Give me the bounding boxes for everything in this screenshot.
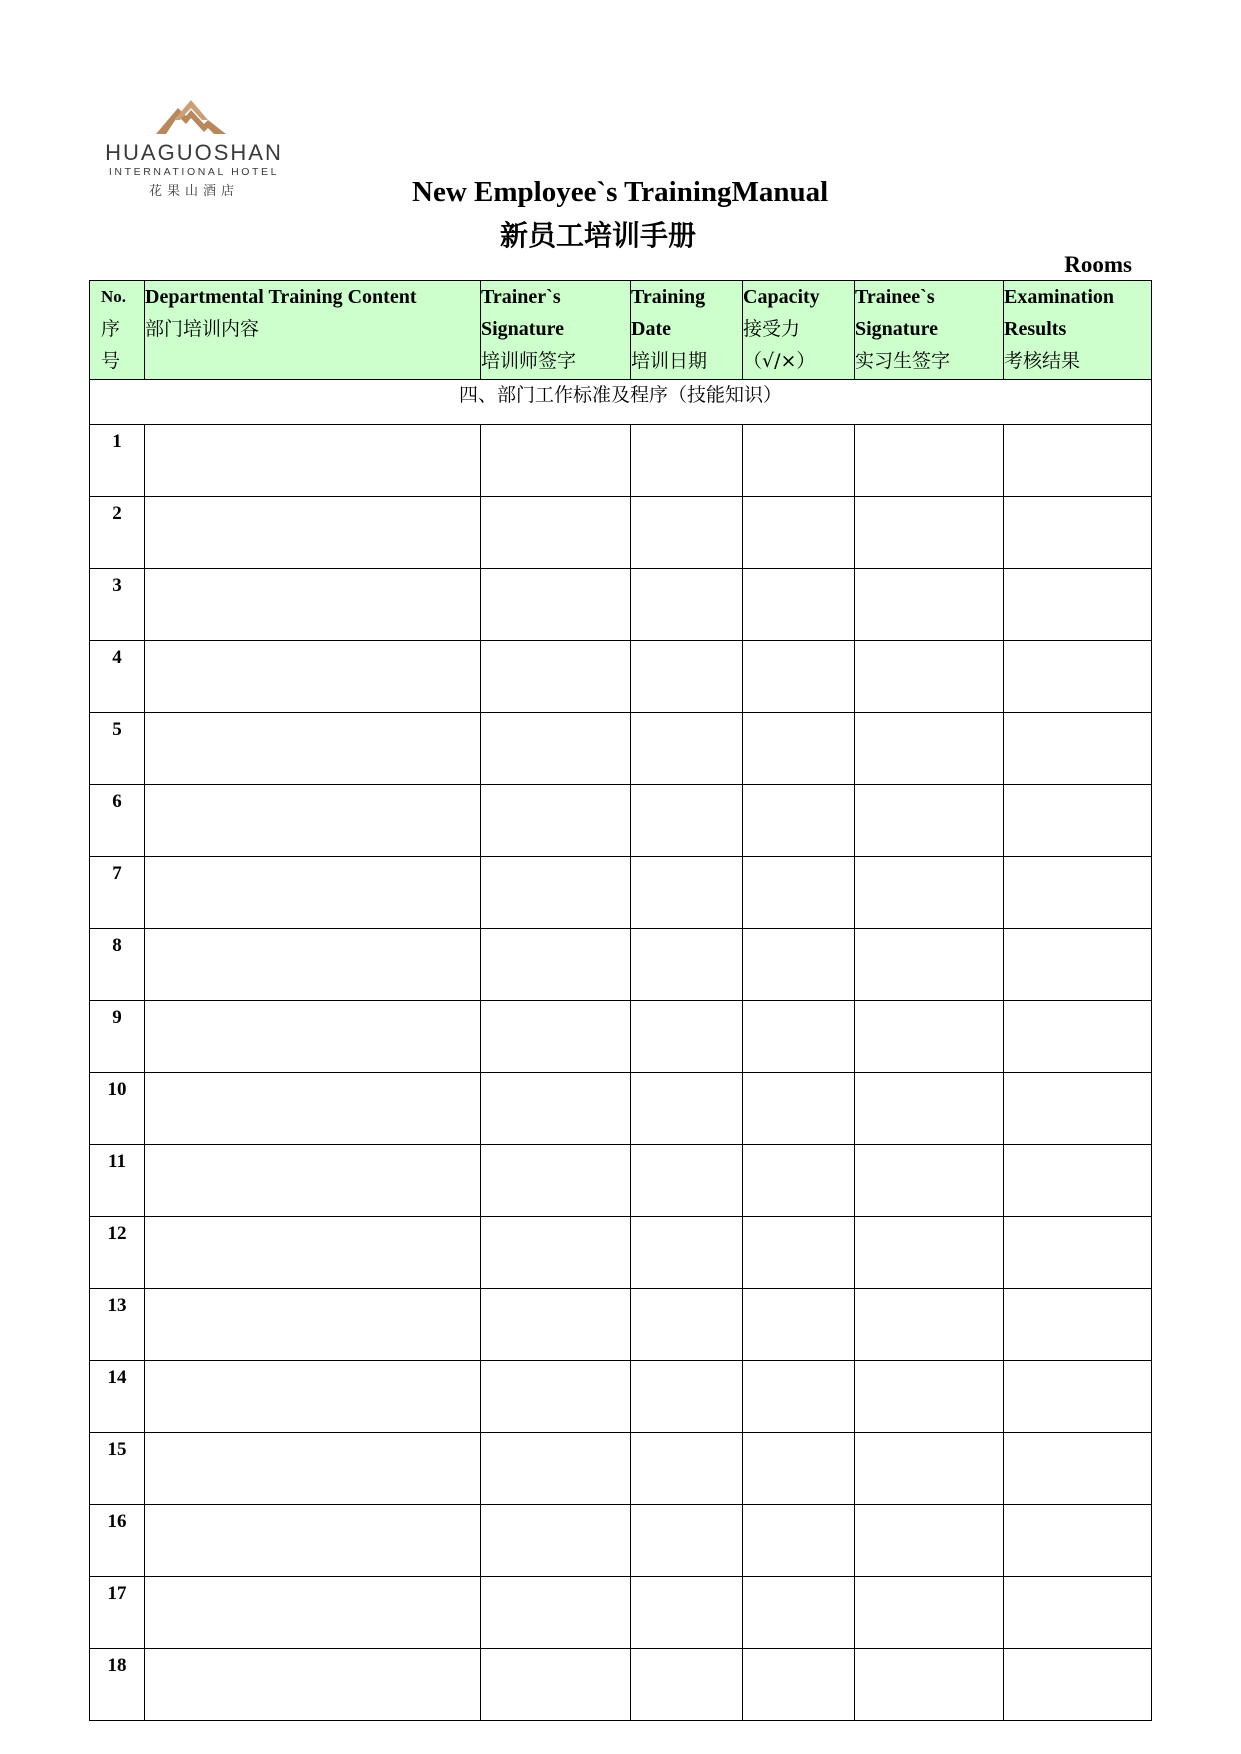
table-cell[interactable] xyxy=(1004,785,1152,857)
table-row xyxy=(90,497,1152,569)
table-cell[interactable] xyxy=(855,1217,1004,1289)
column-header-cn: 序 号 xyxy=(101,318,121,372)
table-cell[interactable] xyxy=(145,1577,481,1649)
mountain-logo-icon xyxy=(156,98,226,136)
table-cell[interactable] xyxy=(631,785,743,857)
row-number: 7 xyxy=(90,857,145,929)
column-header xyxy=(1004,281,1152,380)
table-cell[interactable] xyxy=(145,713,481,785)
table-cell[interactable] xyxy=(1004,1433,1152,1505)
row-number: 11 xyxy=(90,1145,145,1217)
table-cell[interactable] xyxy=(743,1433,855,1505)
table-cell[interactable] xyxy=(145,1361,481,1433)
table-cell[interactable] xyxy=(481,569,631,641)
column-header-cn: 培训日期 xyxy=(631,350,708,372)
table-cell[interactable] xyxy=(1004,1505,1152,1577)
table-cell[interactable] xyxy=(481,1145,631,1217)
table-row xyxy=(90,1361,1152,1433)
table-cell[interactable] xyxy=(481,857,631,929)
table-cell[interactable] xyxy=(1004,1001,1152,1073)
table-cell[interactable] xyxy=(855,1001,1004,1073)
table-cell[interactable] xyxy=(145,1217,481,1289)
table-cell[interactable] xyxy=(855,1073,1004,1145)
table-body xyxy=(90,425,1152,1721)
department-label: Rooms xyxy=(1064,252,1132,277)
table-cell[interactable] xyxy=(145,1505,481,1577)
table-cell[interactable] xyxy=(743,857,855,929)
table-row xyxy=(90,1217,1152,1289)
table-cell[interactable] xyxy=(145,1433,481,1505)
table-cell[interactable] xyxy=(1004,1577,1152,1649)
row-number: 4 xyxy=(90,641,145,713)
table-cell[interactable] xyxy=(631,1289,743,1361)
row-number: 10 xyxy=(90,1073,145,1145)
table-cell[interactable] xyxy=(145,1289,481,1361)
column-header-en: Trainer`s Signature xyxy=(481,286,564,340)
table-cell[interactable] xyxy=(481,425,631,497)
table-row xyxy=(90,1433,1152,1505)
column-header xyxy=(481,281,631,380)
table-cell[interactable] xyxy=(743,641,855,713)
row-number: 9 xyxy=(90,1001,145,1073)
row-number: 12 xyxy=(90,1217,145,1289)
column-header-en: No. xyxy=(101,287,127,306)
page-title-cn: 新员工培训手册 xyxy=(500,219,697,252)
table-cell[interactable] xyxy=(145,569,481,641)
column-header-cn: 部门培训内容 xyxy=(145,318,260,340)
table-cell[interactable] xyxy=(855,1577,1004,1649)
table-row xyxy=(90,857,1152,929)
table-cell[interactable] xyxy=(855,1361,1004,1433)
table-cell[interactable] xyxy=(855,857,1004,929)
table-cell[interactable] xyxy=(631,569,743,641)
table-cell[interactable] xyxy=(145,785,481,857)
column-header-cn: 考核结果 xyxy=(1004,350,1081,372)
table-cell[interactable] xyxy=(855,1289,1004,1361)
table-cell[interactable] xyxy=(145,857,481,929)
table-cell[interactable] xyxy=(743,1217,855,1289)
row-number: 6 xyxy=(90,785,145,857)
column-header xyxy=(631,281,743,380)
table-cell[interactable] xyxy=(1004,641,1152,713)
table-cell[interactable] xyxy=(743,1145,855,1217)
table-cell[interactable] xyxy=(631,1361,743,1433)
table-cell[interactable] xyxy=(743,1577,855,1649)
table-cell[interactable] xyxy=(145,497,481,569)
logo-chinese-name: 花果山酒店 xyxy=(148,184,239,199)
table-cell[interactable] xyxy=(855,1433,1004,1505)
table-cell[interactable] xyxy=(631,929,743,1001)
row-number: 8 xyxy=(90,929,145,1001)
table-cell[interactable] xyxy=(743,713,855,785)
table-cell[interactable] xyxy=(481,641,631,713)
table-cell[interactable] xyxy=(481,929,631,1001)
table-cell[interactable] xyxy=(481,1001,631,1073)
row-number: 1 xyxy=(90,425,145,497)
table-cell[interactable] xyxy=(145,1145,481,1217)
table-cell[interactable] xyxy=(145,929,481,1001)
logo-brand: HUAGUOSHAN xyxy=(105,140,283,165)
table-cell[interactable] xyxy=(743,1505,855,1577)
table-cell[interactable] xyxy=(1004,1145,1152,1217)
row-number: 18 xyxy=(90,1649,145,1721)
table-cell[interactable] xyxy=(743,569,855,641)
table-cell[interactable] xyxy=(631,1073,743,1145)
table-cell[interactable] xyxy=(1004,569,1152,641)
table-cell[interactable] xyxy=(481,1073,631,1145)
table-cell[interactable] xyxy=(145,425,481,497)
column-header xyxy=(855,281,1004,380)
table-cell[interactable] xyxy=(855,1145,1004,1217)
hotel-logo xyxy=(90,98,300,198)
table-row xyxy=(90,425,1152,497)
table-cell[interactable] xyxy=(855,497,1004,569)
table-cell[interactable] xyxy=(855,1505,1004,1577)
column-header xyxy=(145,281,481,380)
table-cell[interactable] xyxy=(631,1505,743,1577)
table-cell[interactable] xyxy=(743,785,855,857)
table-cell[interactable] xyxy=(145,1649,481,1721)
table-cell[interactable] xyxy=(743,1001,855,1073)
table-cell[interactable] xyxy=(631,1433,743,1505)
row-number: 15 xyxy=(90,1433,145,1505)
table-cell[interactable] xyxy=(743,1361,855,1433)
table-row xyxy=(90,1649,1152,1721)
table-cell[interactable] xyxy=(1004,425,1152,497)
table-row xyxy=(90,1001,1152,1073)
table-cell[interactable] xyxy=(1004,929,1152,1001)
training-table xyxy=(89,280,1152,1721)
table-row xyxy=(90,1289,1152,1361)
row-number: 2 xyxy=(90,497,145,569)
column-header-en: Trainee`s Signature xyxy=(855,286,938,340)
row-number: 14 xyxy=(90,1361,145,1433)
table-row xyxy=(90,929,1152,1001)
table-cell[interactable] xyxy=(481,713,631,785)
table-row xyxy=(90,785,1152,857)
table-row xyxy=(90,1073,1152,1145)
table-cell[interactable] xyxy=(631,1001,743,1073)
table-cell[interactable] xyxy=(631,497,743,569)
table-cell[interactable] xyxy=(481,1433,631,1505)
table-row xyxy=(90,1505,1152,1577)
column-header-en: Examination Results xyxy=(1004,286,1115,340)
table-cell[interactable] xyxy=(481,1217,631,1289)
table-row xyxy=(90,713,1152,785)
table-cell[interactable] xyxy=(855,569,1004,641)
table-cell[interactable] xyxy=(855,785,1004,857)
table-cell[interactable] xyxy=(631,425,743,497)
table-row xyxy=(90,1145,1152,1217)
column-header-cn: 实习生签字 xyxy=(855,350,951,372)
table-cell[interactable] xyxy=(855,641,1004,713)
table-cell[interactable] xyxy=(855,929,1004,1001)
table-cell[interactable] xyxy=(1004,713,1152,785)
logo-subtitle: INTERNATIONAL HOTEL xyxy=(108,166,280,178)
table-row xyxy=(90,641,1152,713)
table-cell[interactable] xyxy=(631,1577,743,1649)
column-header-en: Training Date xyxy=(631,286,706,340)
table-cell[interactable] xyxy=(631,1217,743,1289)
column-header-cn: 接受力 （√/×） xyxy=(743,318,816,372)
table-cell[interactable] xyxy=(743,1289,855,1361)
row-number: 13 xyxy=(90,1289,145,1361)
table-cell[interactable] xyxy=(481,785,631,857)
table-cell[interactable] xyxy=(631,641,743,713)
table-header-row xyxy=(90,281,1152,380)
table-cell[interactable] xyxy=(481,1289,631,1361)
table-cell[interactable] xyxy=(481,1577,631,1649)
table-cell[interactable] xyxy=(855,425,1004,497)
table-cell[interactable] xyxy=(481,497,631,569)
table-cell[interactable] xyxy=(1004,1361,1152,1433)
column-header-en: Departmental Training Content xyxy=(145,286,417,308)
column-header-cn: 培训师签字 xyxy=(481,350,577,372)
table-cell[interactable] xyxy=(481,1361,631,1433)
table-cell[interactable] xyxy=(145,1073,481,1145)
table-cell[interactable] xyxy=(743,497,855,569)
table-cell[interactable] xyxy=(1004,1073,1152,1145)
table-cell[interactable] xyxy=(481,1505,631,1577)
table-cell[interactable] xyxy=(743,425,855,497)
column-header-en: Capacity xyxy=(743,286,820,308)
row-number: 5 xyxy=(90,713,145,785)
table-cell[interactable] xyxy=(145,1001,481,1073)
table-cell[interactable] xyxy=(855,713,1004,785)
table-cell[interactable] xyxy=(1004,497,1152,569)
table-cell[interactable] xyxy=(631,857,743,929)
row-number: 16 xyxy=(90,1505,145,1577)
table-cell[interactable] xyxy=(1004,1289,1152,1361)
column-header xyxy=(90,281,145,380)
page-title-en: New Employee`s TrainingManual xyxy=(412,176,829,208)
section-title: 四、部门工作标准及程序（技能知识） xyxy=(90,380,1152,425)
table-row xyxy=(90,569,1152,641)
table-cell[interactable] xyxy=(1004,1217,1152,1289)
table-cell[interactable] xyxy=(145,641,481,713)
table-cell[interactable] xyxy=(481,1649,631,1721)
column-header xyxy=(743,281,855,380)
row-number: 3 xyxy=(90,569,145,641)
table-row xyxy=(90,1577,1152,1649)
table-cell[interactable] xyxy=(743,929,855,1001)
table-cell[interactable] xyxy=(631,713,743,785)
table-cell[interactable] xyxy=(855,1649,1004,1721)
row-number: 17 xyxy=(90,1577,145,1649)
table-cell[interactable] xyxy=(743,1649,855,1721)
table-cell[interactable] xyxy=(631,1145,743,1217)
table-cell[interactable] xyxy=(631,1649,743,1721)
table-cell[interactable] xyxy=(743,1073,855,1145)
table-cell[interactable] xyxy=(1004,1649,1152,1721)
table-cell[interactable] xyxy=(1004,857,1152,929)
section-row xyxy=(90,380,1152,425)
